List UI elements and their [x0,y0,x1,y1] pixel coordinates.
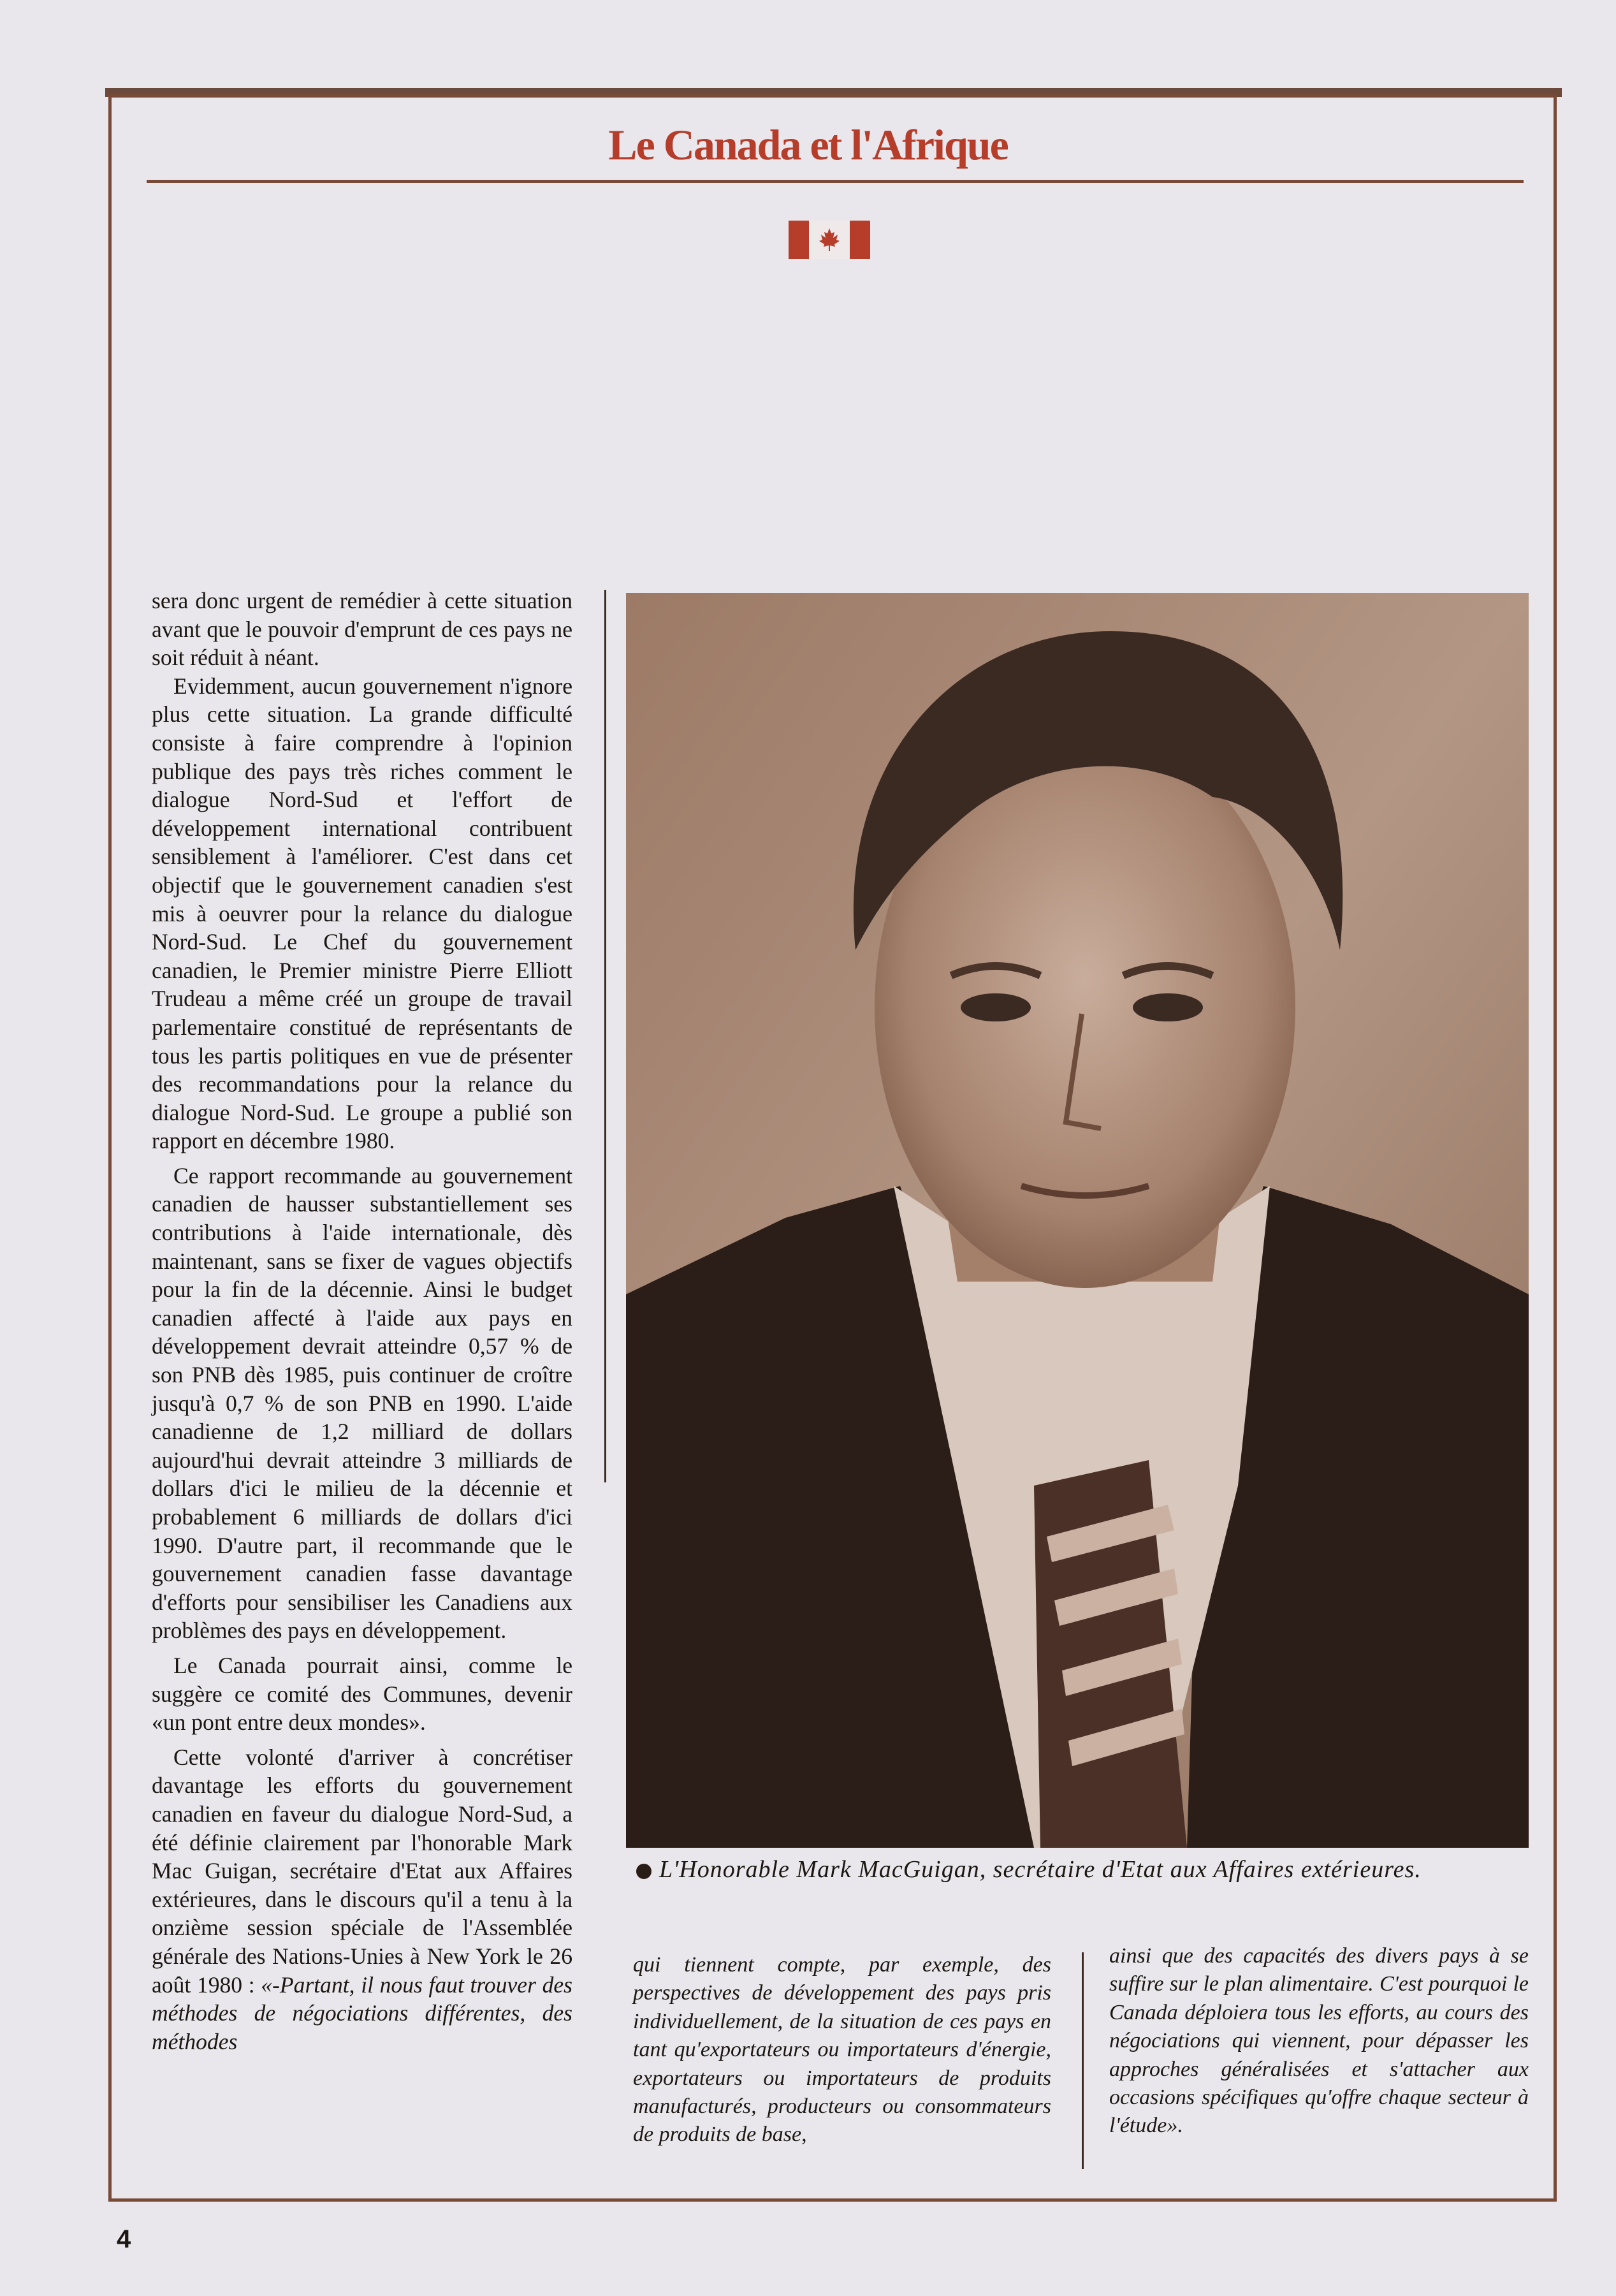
maple-leaf-icon [817,227,842,252]
quote-start: «-Partant, il nous faut trouver des méthodes de négociations différentes, des méthodes [152,1971,573,2054]
page-number: 4 [117,2225,131,2253]
bullet-icon [636,1864,651,1879]
middle-article-column: qui tiennent compte, par exemple, des perspectives de développement des pays pris individuellement, de la situation de ces pays en tant qu'exportateurs ou importateurs d'énergie, exportateurs ou importateurs de produits manufacturés, producteurs ou consommateurs de produits de base, [633,1953,1051,2147]
portrait-illustration [626,593,1529,1848]
paragraph-4: Le Canada pourrait ainsi, comme le suggère ce comité des Communes, devenir «un pont entre deux mondes». [152,1652,572,1736]
paragraph-5-text: Cette volonté d'arriver à concrétiser davantage les efforts du gouvernement canadien en faveur du dialogue Nord-Sud, a été définie clairement par l'honorable Mark Mac Guigan, secrétaire d'Etat aux Affaires extérieures, dans le discours qu'il a tenu à la onzième session spéciale de l'Assemblée générale des Nations-Unies à New York le 26 août 1980 : [152,1744,572,1998]
page-header-title: Le Canada et l'Afrique [608,121,1008,169]
caption-text: L'Honorable Mark MacGuigan, secrétaire d'Etat aux Affaires extérieures. [659,1856,1422,1883]
paragraph-1: sera donc urgent de remédier à cette situation avant que le pouvoir d'emprunt de ces pays ne soit réduit à néant. [152,588,572,671]
right-article-column: ainsi que des capacités des divers pays à se suffire sur le plan alimentaire. C'est pourquoi le Canada déploiera tous les efforts, au cours des négociations qui viennent, pour dépasser les approches généralisées et s'attacher aux occasions spécifiques qu'offre chaque secteur à l'étude». [1109,1944,1529,2138]
portrait-photo [626,593,1529,1848]
column-divider-left [604,590,606,1482]
left-article-column [152,587,572,2056]
paragraph-5 [152,1743,572,2056]
paragraph-2: Evidemment, aucun gouvernement n'ignore plus cette situation. La grande difficulté consiste à faire comprendre à l'opinion publique des pays très riches comment le dialogue Nord-Sud et l'effort de développement international contribuent sensiblement à l'améliorer. C'est dans cet objectif que le gouvernement canadien s'est mis à oeuvrer pour la relance du dialogue Nord-Sud. Le Chef du gouvernement canadien, le Premier ministre Pierre Elliott Trudeau a même créé un groupe de travail parlementaire constitué de représentants de tous les partis politiques en vue de présenter des recommandations pour la relance du dialogue Nord-Sud. Le groupe a publié son rapport en décembre 1980. [152,673,572,1154]
header-divider [147,180,1524,183]
paragraph-3: Ce rapport recommande au gouvernement canadien de hausser substantiellement ses contributions à l'aide internationale, dès maintenant, sans se fixer de vagues objectifs pour la fin de la décennie. Ainsi le budget canadien affecté à l'aide aux pays en développement devrait atteindre 0,57 % de son PNB dès 1985, puis continuer de croître jusqu'à 0,7 % de son PNB en 1990. L'aide canadienne de 1,2 milliard de dollars aujourd'hui devrait atteindre 3 milliards de dollars d'ici le milieu de la décennie et probablement 6 milliards de dollars d'ici 1990. D'autre part, il recommande que le gouvernement canadien fasse davantage d'efforts pour sensibiliser les Canadiens aux problèmes des pays en développement. [152,1162,572,1644]
photo-caption [636,1854,1529,1885]
column-divider-middle [1082,1952,1084,2169]
canadian-flag-icon [789,221,870,259]
